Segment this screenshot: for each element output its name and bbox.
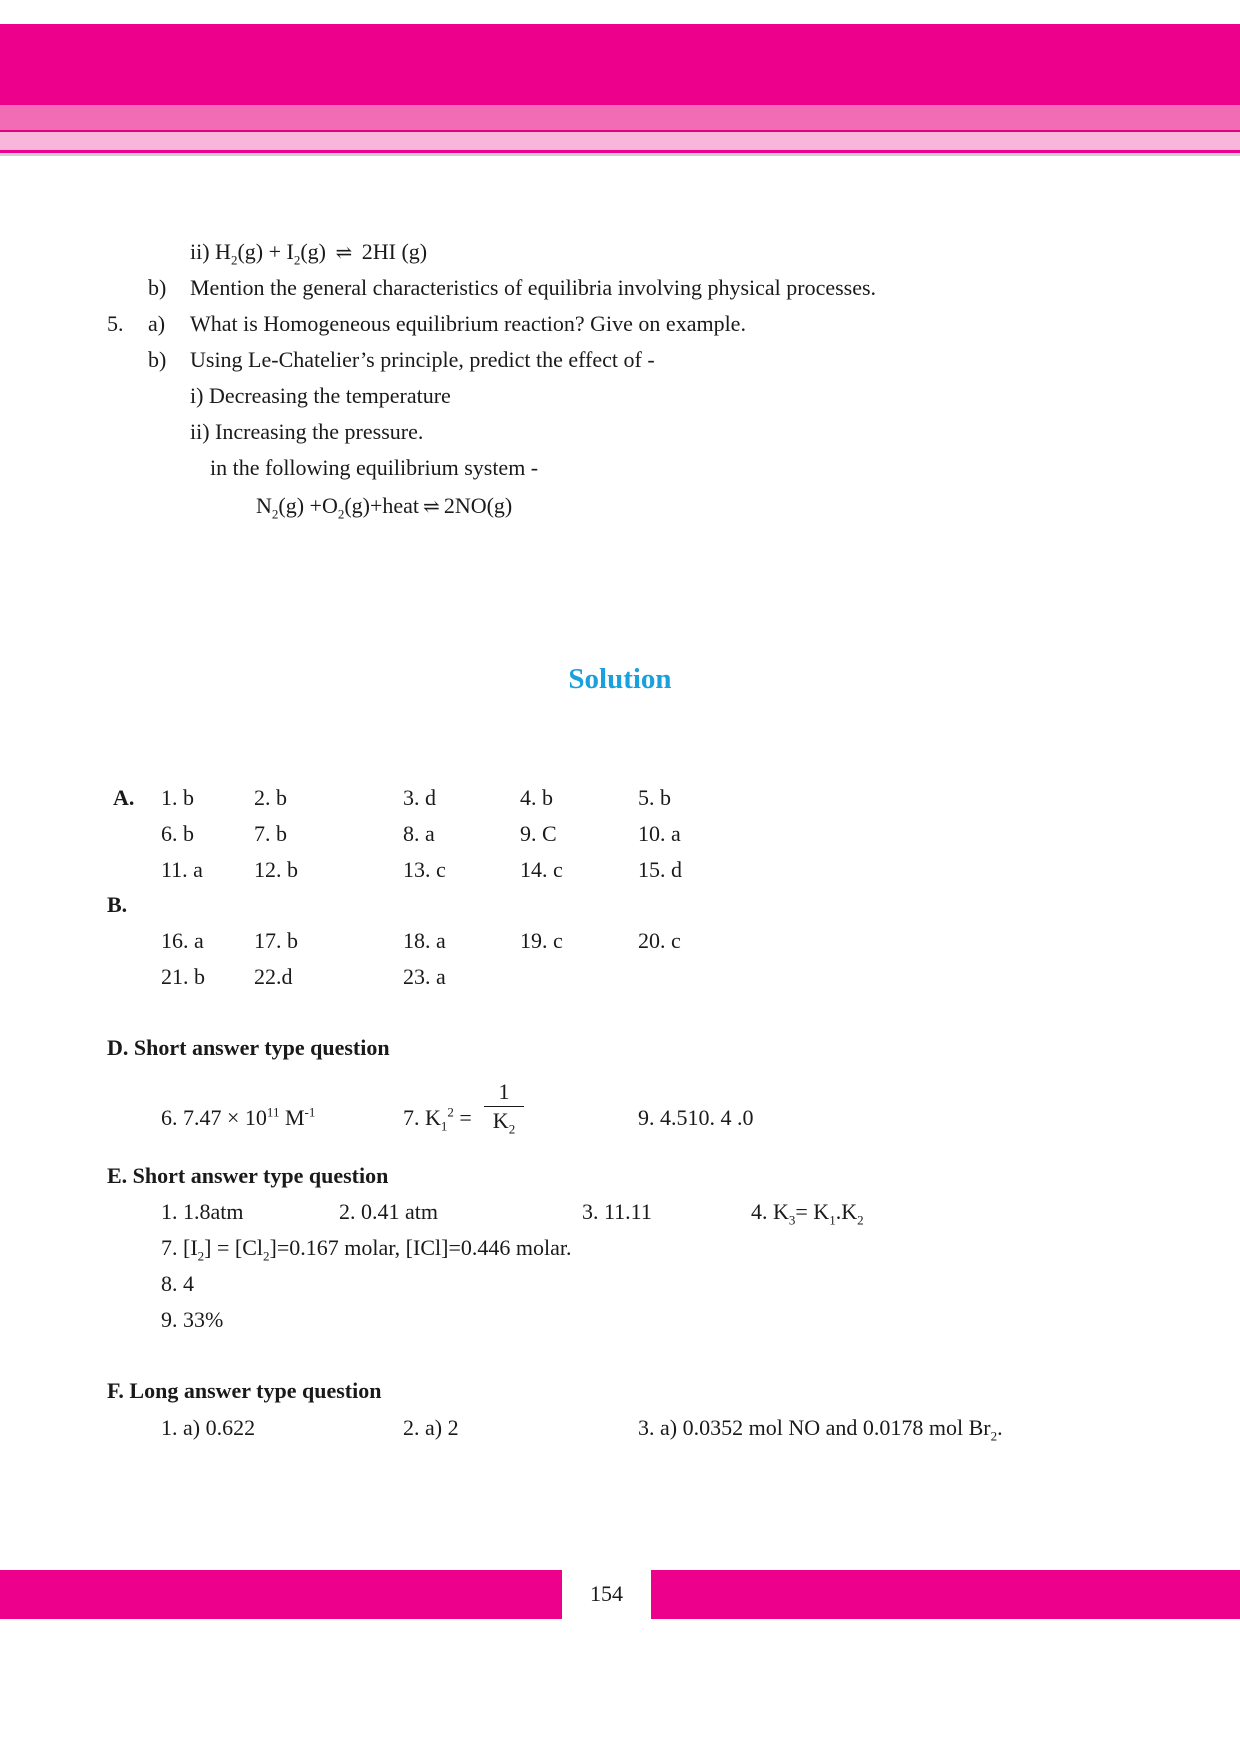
- section-a-label: A.: [113, 785, 135, 810]
- answer-e-9: 9. 33%: [161, 1307, 224, 1332]
- answer: 2. b: [254, 785, 287, 810]
- answer-e-1: 1. 1.8atm: [161, 1199, 244, 1224]
- answer-d-7: 7. $K_1^2$ =: [403, 1104, 472, 1134]
- answer-e-2: 2. 0.41 atm: [339, 1199, 438, 1224]
- page-number: 154: [590, 1581, 623, 1606]
- answer: 17. b: [254, 928, 298, 953]
- section-b-label: B.: [107, 892, 128, 917]
- answer-f-3: 3. a) 0.0352 mol NO and 0.0178 mol $Br_2$.: [638, 1415, 1003, 1444]
- header-band-light: [0, 105, 1240, 130]
- question-5-b-text: Using Le-Chatelier’s principle, predict the effect of -: [190, 347, 655, 372]
- answer-e-4: 4. $K_3= K_1.K_2$: [751, 1199, 864, 1228]
- footer-band-left: [0, 1570, 562, 1619]
- answer: 10. a: [638, 821, 681, 846]
- answer: 14. c: [520, 857, 563, 882]
- answer: 22.d: [254, 964, 293, 989]
- answer-e-3: 3. 11.11: [582, 1199, 652, 1224]
- question-4-b-text: Mention the general characteristics of equilibria involving physical processes.: [190, 275, 877, 300]
- answer: 3. d: [403, 785, 436, 810]
- answer-d-6: 6. $7.47 \times 10^{11}$ $M^{-1}$: [161, 1104, 316, 1130]
- question-5-b-ii: ii) Increasing the pressure.: [190, 419, 424, 444]
- answer: 1. b: [161, 785, 194, 810]
- answer: 21. b: [161, 964, 205, 989]
- question-4-b-label: b): [148, 275, 167, 300]
- answer: 19. c: [520, 928, 563, 953]
- answer-d-9-10: 9. 4.510. 4 .0: [638, 1105, 754, 1130]
- question-4-ii: ii) $H_2(g) + I_2(g)$ ⇌ 2HI (g): [190, 239, 428, 268]
- answer: 8. a: [403, 821, 435, 846]
- fraction-denominator: $K_2$: [492, 1108, 516, 1137]
- answer: 6. b: [161, 821, 194, 846]
- answer: 20. c: [638, 928, 681, 953]
- answer: 7. b: [254, 821, 287, 846]
- equilibrium-arrow: ⇌: [423, 496, 440, 518]
- question-5-b-system: in the following equilibrium system -: [210, 455, 539, 480]
- question-5-number: 5.: [107, 311, 124, 336]
- answer: 16. a: [161, 928, 204, 953]
- equilibrium-arrow: ⇌: [335, 242, 353, 264]
- answer: 9. C: [520, 821, 557, 846]
- question-5-a-text: What is Homogeneous equilibrium reaction? Give on example.: [190, 311, 746, 336]
- section-e-heading: E. Short answer type question: [107, 1163, 389, 1188]
- answer-f-2: 2. a) 2: [403, 1415, 459, 1440]
- answer-f-1: 1. a) 0.622: [161, 1415, 256, 1440]
- footer-band-right: [651, 1570, 1240, 1619]
- section-d-heading: D. Short answer type question: [107, 1035, 390, 1060]
- answer-e-8: 8. 4: [161, 1271, 194, 1296]
- question-5-b-label: b): [148, 347, 167, 372]
- answer-e-7: 7. $[I_2] = [Cl_2]=0.167$ molar, [ICl]=0.446 molar.: [161, 1235, 572, 1264]
- header-shadow-rule: [0, 153, 1240, 156]
- header-band: [0, 24, 1240, 105]
- question-5-b-i: i) Decreasing the temperature: [190, 383, 451, 408]
- answer: 15. d: [638, 857, 682, 882]
- header-band-pale: [0, 130, 1240, 150]
- answer: 11. a: [161, 857, 203, 882]
- solution-heading: Solution: [568, 663, 672, 695]
- answer: 13. c: [403, 857, 446, 882]
- answer: 12. b: [254, 857, 298, 882]
- answer: 4. b: [520, 785, 553, 810]
- answer: 23. a: [403, 964, 446, 989]
- fraction-numerator: 1: [498, 1079, 510, 1104]
- section-f-heading: F. Long answer type question: [107, 1378, 382, 1403]
- answer: 5. b: [638, 785, 671, 810]
- question-5-a-label: a): [148, 311, 166, 336]
- fraction: [484, 1078, 524, 1135]
- answer: 18. a: [403, 928, 446, 953]
- question-5-equation: $N_2(g)$ $+O_2(g)+heat$ ⇌ 2NO(g): [256, 493, 513, 522]
